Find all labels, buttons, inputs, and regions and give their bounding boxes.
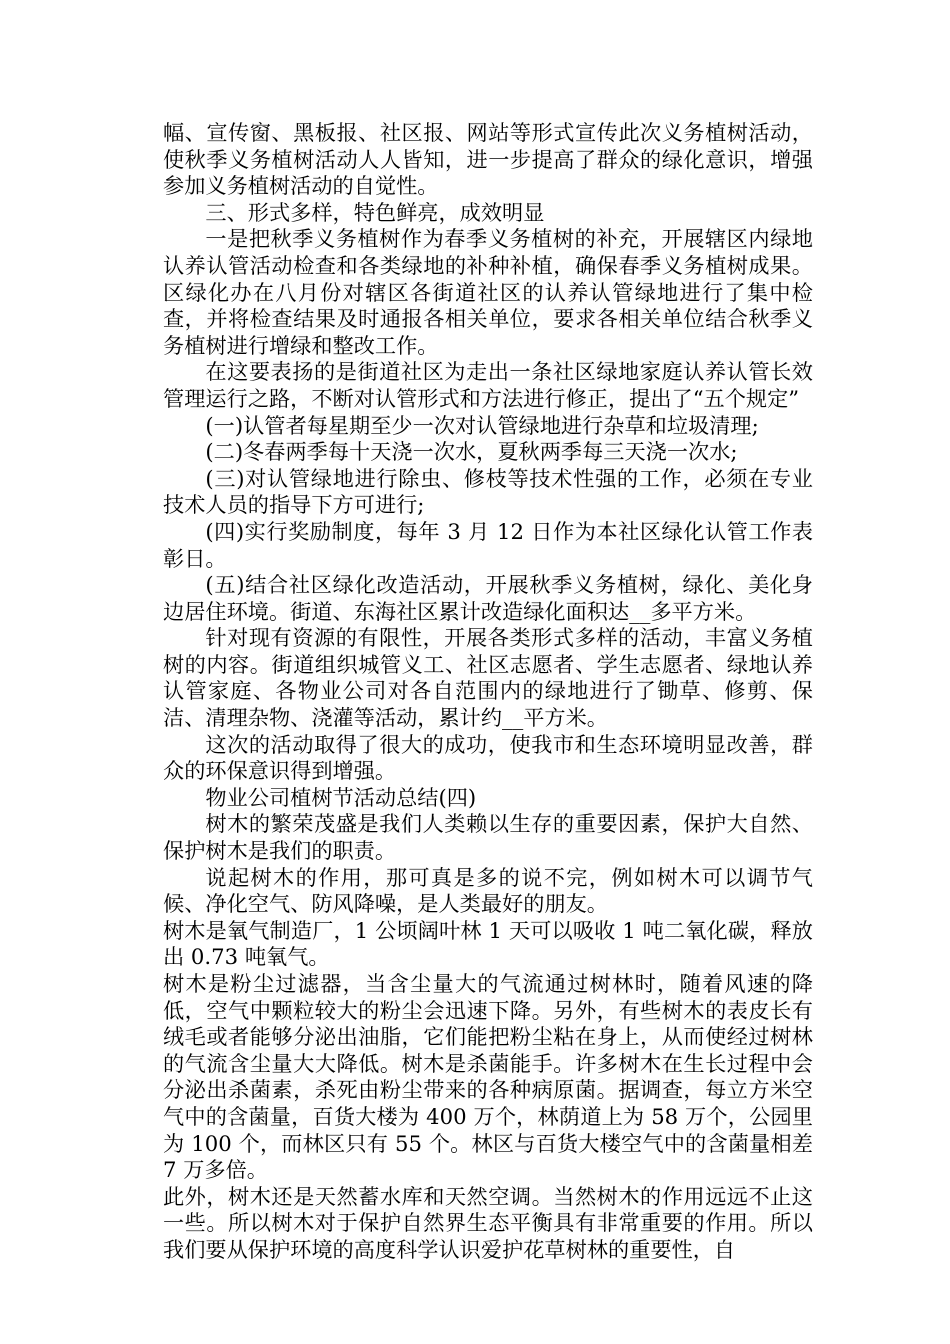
paragraph-first-measure: 一是把秋季义务植树作为春季义务植树的补充，开展辖区内绿地认养认管活动检查和各类绿地的补种补植，确保春季义务植树成果。区绿化办在八月份对辖区各街道社区的认养认管绿地进行了集中检查，并将检查结果及时通报各相关单位，要求各相关单位结合秋季义务植树进行增绿和整改工作。	[163, 226, 813, 358]
section-heading-three: 三、形式多样，特色鲜亮，成效明显	[205, 199, 545, 225]
rule-item-3: (三)对认管绿地进行除虫、修枝等技术性强的工作，必须在专业技术人员的指导下方可进行;	[163, 465, 813, 518]
paragraph-water-reservoir: 此外，树木还是天然蓄水库和天然空调。当然树木的作用远远不止这一些。所以树木对于保护自然界生态平衡具有非常重要的作用。所以我们要从保护环境的高度科学认识爱护花草树林的重要性，自	[163, 1183, 813, 1262]
rule-item-2: (二)冬春两季每十天浇一次水，夏秋两季每三天浇一次水;	[205, 439, 738, 465]
paragraph-trees-functions: 说起树木的作用，那可真是多的说不完，例如树木可以调节气候、净化空气、防风降噪，是人类最好的朋友。	[163, 864, 813, 917]
paragraph-oxygen-factory: 树木是氧气制造厂，1 公顷阔叶林 1 天可以吸收 1 吨二氧化碳，释放出 0.73 吨氧气。	[163, 917, 813, 970]
paragraph-success: 这次的活动取得了很大的成功，使我市和生态环境明显改善，群众的环保意识得到增强。	[163, 731, 813, 784]
paragraph-trees-importance: 树木的繁荣茂盛是我们人类赖以生存的重要因素，保护大自然、保护树木是我们的职责。	[163, 811, 813, 864]
paragraph-activities: 针对现有资源的有限性，开展各类形式多样的活动，丰富义务植树的内容。街道组织城管义工、社区志愿者、学生志愿者、绿地认养认管家庭、各物业公司对各自范围内的绿地进行了锄草、修剪、保洁、清理杂物、浇灌等活动，累计约__平方米。	[163, 625, 813, 731]
rule-item-5: (五)结合社区绿化改造活动，开展秋季义务植树，绿化、美化身边居住环境。街道、东海社区累计改造绿化面积达__多平方米。	[163, 572, 813, 624]
rule-item-1: (一)认管者每星期至少一次对认管绿地进行杂草和垃圾清理;	[205, 412, 759, 438]
document-body	[163, 120, 813, 1264]
rule-item-4: (四)实行奖励制度，每年 3 月 12 日作为本社区绿化认管工作表彰日。	[163, 518, 813, 571]
article-title-four: 物业公司植树节活动总结(四)	[205, 784, 477, 810]
paragraph-dust-filter: 树木是粉尘过滤器，当含尘量大的气流通过树林时，随着风速的降低，空气中颗粒较大的粉尘会迅速下降。另外，有些树木的表皮长有绒毛或者能够分泌出油脂，它们能把粉尘粘在身上，从而使经过树林的气流含尘量大大降低。树木是杀菌能手。许多树木在生长过程中会分泌出杀菌素，杀死由粉尘带来的各种病原菌。据调查，每立方米空气中的含菌量，百货大楼为 400 万个，林荫道上为 58 万个，公园里为 100 个，而林区只有 55 个。林区与百货大楼空气中的含菌量相差 7 万多倍。	[163, 971, 813, 1183]
paragraph-five-rules-intro: 在这要表扬的是街道社区为走出一条社区绿地家庭认养认管长效管理运行之路，不断对认管形式和方法进行修正，提出了“五个规定”	[163, 359, 813, 411]
paragraph-promotion-continued: 幅、宣传窗、黑板报、社区报、网站等形式宣传此次义务植树活动，使秋季义务植树活动人人皆知，进一步提高了群众的绿化意识，增强参加义务植树活动的自觉性。	[163, 120, 813, 199]
